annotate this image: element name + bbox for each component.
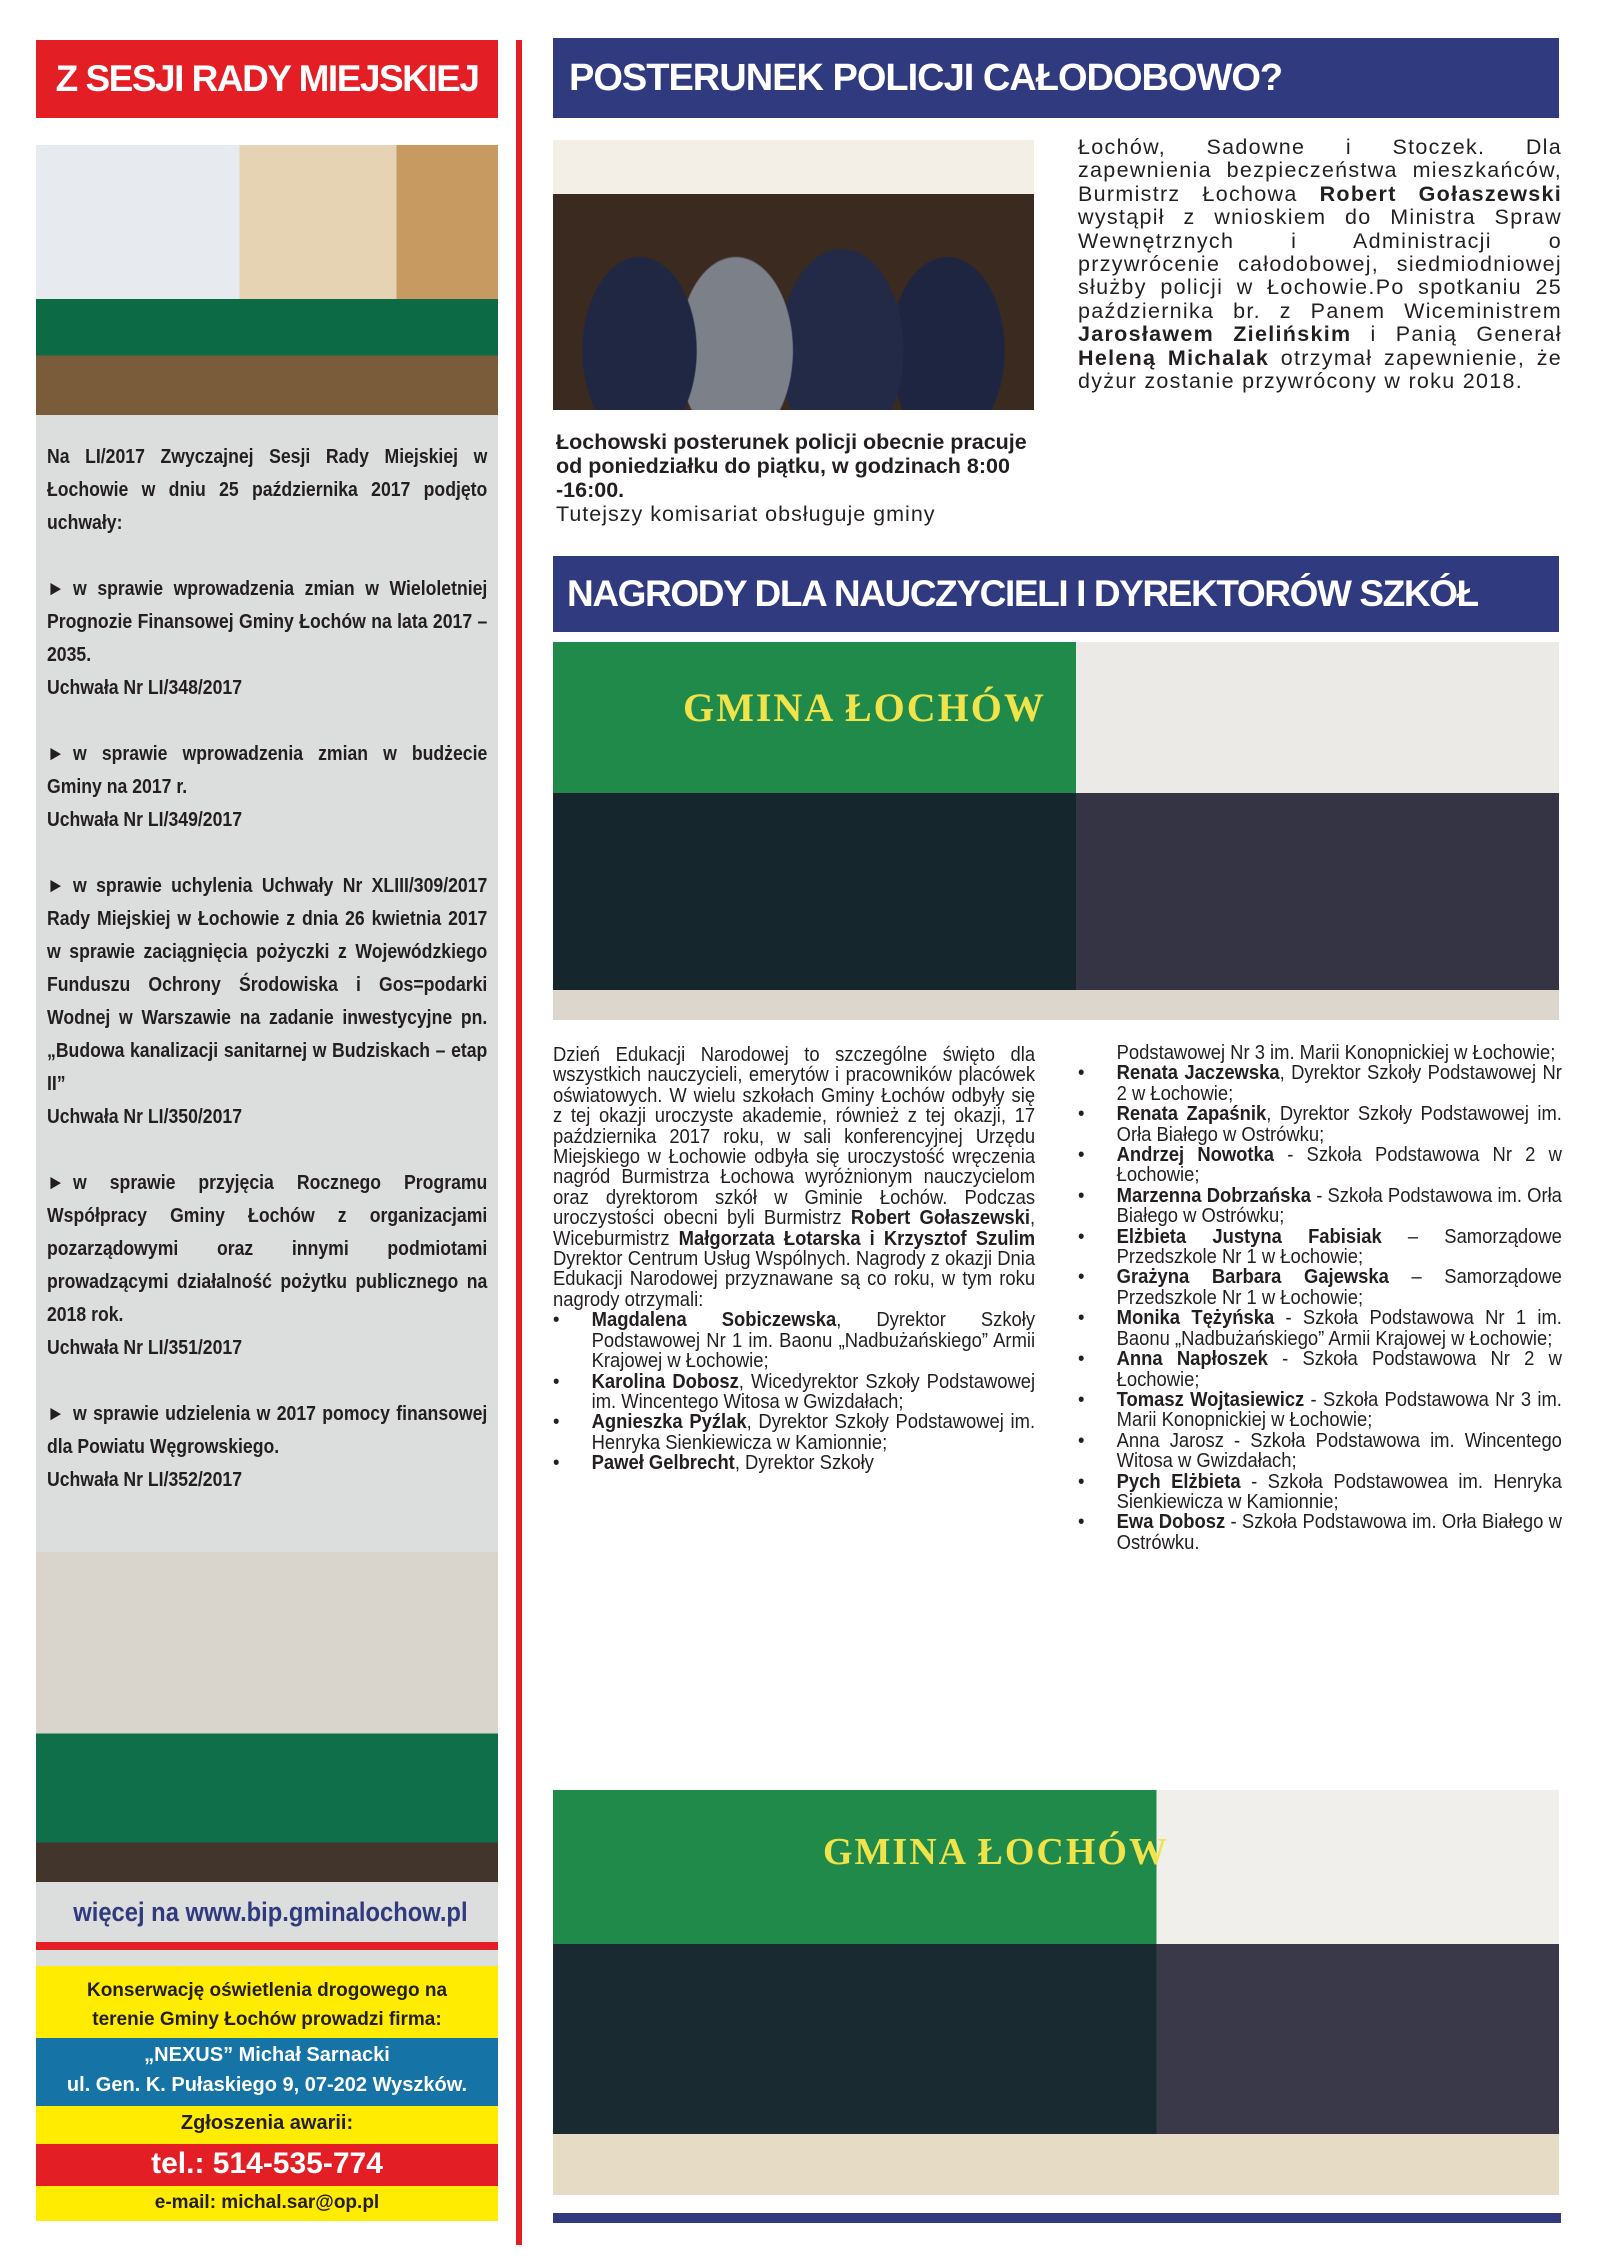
- bullet-icon: •: [1078, 1062, 1085, 1085]
- body-text: Dzień Edukacji Narodowej to szczególne święto dla wszystkich nauczycieli, emerytów i pracowników placówek oświatowych. W wielu szkołach Gminy Łochów odbyły się z tej okazji uroczyste akademie, również z tej okazji, 17 października 2017 roku, w sali konferencyjnej Urzędu Miejskiego w Łochowie odbyła się uroczystość wręczenia nagród Burmistrza Łochowa wyróżnionym nauczycielom oraz dyrektorom szkół w Gminie Łochów. Podczas uroczystości obecni byli Burmistrz: [553, 1044, 1036, 1230]
- awards-intro: [553, 1045, 1035, 1310]
- awardee-item: [1078, 1267, 1562, 1308]
- awardee-desc: - Szkoła Podstawowea im. Henryka Sienkiewicza w Kamionnie;: [1116, 1470, 1562, 1513]
- body-text: , Wiceburmistrz: [553, 1207, 1036, 1250]
- awardee-desc: - Szkoła Podstawowa Nr 2 w Łochowie;: [1116, 1144, 1562, 1187]
- awardee-item: [553, 1412, 1035, 1453]
- awardee-name: Andrzej Nowotka: [1116, 1144, 1275, 1167]
- resolution-number: Uchwała Nr LI/351/2017: [47, 1336, 243, 1359]
- awardee-name: Elżbieta Justyna Fabisiak: [1116, 1225, 1382, 1248]
- bullet-icon: •: [1078, 1429, 1085, 1452]
- resolution-item: [47, 572, 487, 704]
- bullet-icon: •: [1078, 1470, 1085, 1493]
- awardee-continuation: Podstawowej Nr 3 im. Marii Konopnickiej w Łochowie;: [1116, 1042, 1556, 1064]
- police-caption-bold: Łochowski posterunek policji obecnie pracuje od poniedziałku do piątku, w godzinach 8:00 -16:00.: [556, 430, 1027, 502]
- resolution-number: Uchwała Nr LI/349/2017: [47, 808, 243, 831]
- body-text: wystąpił z wnioskiem do Ministra Spraw Wewnętrznych i Administracji o przywrócenie całodobowej, siedmiodniowej służby policji w Łochowie.Po spotkaniu 25 października br. z Panem Wiceministrem: [1078, 205, 1562, 323]
- awards-column-2: [1078, 1043, 1562, 1553]
- gmina-sign: GMINA ŁOCHÓW: [823, 1831, 1169, 1873]
- bullet-icon: •: [1078, 1511, 1085, 1534]
- ad-email[interactable]: e-mail: michal.sar@op.pl: [154, 2192, 380, 2213]
- resolution-text: w sprawie przyjęcia Rocznego Programu Współpracy Gminy Łochów z organizacjami pozarządowymi oraz innymi podmiotami prowadzącymi działalność pożytku publicznego na 2018 rok.: [47, 1171, 488, 1326]
- ad-company: „NEXUS” Michał Sarnacki: [144, 2044, 390, 2066]
- awardee-desc: - Szkoła Podstawowa Nr 1 im. Baonu „Nadbużańskiego” Armii Krajowej w Łochowie;: [1116, 1307, 1562, 1350]
- police-caption: [556, 430, 1036, 526]
- awardee-item: [1078, 1390, 1562, 1431]
- awardee-name: Magdalena Sobiczewska: [591, 1309, 837, 1332]
- resolution-number: Uchwała Nr LI/352/2017: [47, 1468, 243, 1491]
- awardee-name: Renata Zapaśnik: [1116, 1103, 1267, 1126]
- bullet-icon: •: [1078, 1307, 1085, 1330]
- person-name: Robert Gołaszewski: [850, 1207, 1030, 1230]
- bullet-icon: •: [1078, 1225, 1085, 1248]
- awards-column-1: [553, 1045, 1035, 1474]
- awardee-name: Monika Tężyńska: [1116, 1307, 1275, 1330]
- awardee-item: [1078, 1349, 1562, 1390]
- ad-report-label: Zgłoszenia awarii:: [180, 2112, 354, 2134]
- section-header-police: POSTERUNEK POLICJI CAŁODOBOWO?: [553, 38, 1559, 118]
- awardee-name: Karolina Dobosz: [591, 1370, 739, 1393]
- awardee-item: [1078, 1227, 1562, 1268]
- awardee-item: [1078, 1512, 1562, 1553]
- awardee-item: [1078, 1431, 1562, 1472]
- panel-bottom-rule: [36, 1942, 498, 1950]
- awardee-desc: , Wicedyrektor Szkoły Podstawowej im. Wincentego Witosa w Gwizdałach;: [591, 1370, 1036, 1413]
- resolutions-intro: Na LI/2017 Zwyczajnej Sesji Rady Miejskiej w Łochowie w dniu 25 października 2017 podjęto uchwały:: [47, 445, 488, 534]
- bullet-icon: •: [1078, 1266, 1085, 1289]
- resolution-number: Uchwała Nr LI/348/2017: [47, 676, 243, 699]
- awardees-list-1: [553, 1310, 1035, 1473]
- police-meeting-photo: [553, 140, 1034, 410]
- ad-address: ul. Gen. K. Pułaskiego 9, 07-202 Wyszków.: [66, 2074, 468, 2096]
- resolutions-list: [47, 572, 487, 1496]
- resolution-item: [47, 1166, 487, 1364]
- body-text: Dyrektor Centrum Usług Wspólnych. Nagrody z okazji Dnia Edukacji Narodowej przyznawane są co roku, w tym roku nagrody otrzymali:: [553, 1248, 1036, 1311]
- ad-phone[interactable]: tel.: 514-535-774: [151, 2147, 383, 2180]
- arrow-icon: ►: [47, 1402, 65, 1425]
- session-photo-top: [36, 145, 498, 415]
- awardee-item: [1078, 1308, 1562, 1349]
- body-text: otrzymał zapewnienie, że dyżur zostanie przywrócony w roku 2018.: [1078, 345, 1563, 394]
- awards-group-photo-top: [553, 642, 1559, 1020]
- bullet-icon: •: [1078, 1348, 1085, 1371]
- police-article-body: [1078, 136, 1562, 393]
- awards-group-photo-bottom: [553, 1790, 1559, 2195]
- awardee-desc: - Szkoła Podstawowa Nr 2 w Łochowie;: [1116, 1348, 1562, 1391]
- person-name: Heleną Michalak: [1078, 345, 1270, 370]
- awardee-name: Pych Elżbieta: [1116, 1470, 1241, 1493]
- resolution-text: w sprawie udzielenia w 2017 pomocy finansowej dla Powiatu Węgrowskiego.: [47, 1402, 488, 1458]
- arrow-icon: ►: [47, 874, 65, 897]
- awardees-list-2: [1078, 1043, 1562, 1553]
- awardee-name: Renata Jaczewska: [1116, 1062, 1280, 1085]
- person-name: Małgorzata Łotarska i Krzysztof Szulim: [678, 1227, 1036, 1250]
- awardee-item: [553, 1372, 1035, 1413]
- resolution-item: [47, 737, 487, 836]
- bullet-icon: •: [553, 1309, 560, 1332]
- body-text: Łochów, Sadowne i Stoczek. Dla zapewnienia bezpieczeństwa mieszkańców, Burmistrz Łochowa: [1078, 135, 1562, 206]
- resolution-item: [47, 1397, 487, 1496]
- bullet-icon: •: [1078, 1103, 1085, 1126]
- more-info-link[interactable]: więcej na www.bip.gminalochow.pl: [73, 1897, 468, 1927]
- gmina-sign: GMINA ŁOCHÓW: [683, 685, 1046, 730]
- street-lighting-ad: [36, 1966, 498, 2221]
- awardee-desc: - Szkoła Podstawowa Nr 3 im. Marii Konopnickiej w Łochowie;: [1116, 1388, 1562, 1432]
- arrow-icon: ►: [47, 1171, 65, 1194]
- resolutions-text: [47, 440, 487, 1529]
- resolution-text: w sprawie uchylenia Uchwały Nr XLIII/309/2017 Rady Miejskiej w Łochowie z dnia 26 kwietnia 2017 w sprawie zaciągnięcia pożyczki z Wojewódzkiego Funduszu Ochrony Środowiska i Gos=podarki Wodnej w Warszawie na zadanie inwestycyjne pn. „Budowa kanalizacji sanitarnej w Budziskach – etap II”: [47, 874, 488, 1095]
- resolution-text: w sprawie wprowadzenia zmian w budżecie Gminy na 2017 r.: [47, 742, 488, 798]
- awardee-desc: - Szkoła Podstawowa im. Orła Białego w Ostrówku;: [1116, 1184, 1562, 1228]
- awardee-desc: - Szkoła Podstawowa im. Orła Białego w Ostrówku.: [1116, 1511, 1562, 1554]
- resolution-text: w sprawie wprowadzenia zmian w Wieloletniej Prognozie Finansowej Gminy Łochów na lata 2017 – 2035.: [47, 577, 488, 666]
- awardee-name: Ewa Dobosz: [1116, 1511, 1226, 1534]
- bullet-icon: •: [1078, 1144, 1085, 1167]
- column-divider: [516, 40, 522, 2245]
- awardee-name: Tomasz Wojtasiewicz: [1116, 1388, 1305, 1411]
- person-name: Jarosławem Zielińskim: [1078, 322, 1352, 347]
- awardee-item: [1078, 1063, 1562, 1104]
- section-header-session: Z SESJI RADY MIEJSKIEJ: [36, 40, 498, 118]
- awardee-desc: – Samorządowe Przedszkole Nr 1 w Łochowie;: [1116, 1225, 1562, 1269]
- awardee-name: Marzenna Dobrzańska: [1116, 1184, 1312, 1207]
- awardee-desc: Anna Jarosz - Szkoła Podstawowa im. Wincentego Witosa w Gwizdałach;: [1116, 1429, 1562, 1473]
- awardee-name: Anna Napłoszek: [1116, 1348, 1268, 1371]
- awardee-desc: , Dyrektor Szkoły Podstawowej im. Orła Białego w Ostrówku;: [1116, 1103, 1562, 1146]
- awardee-item: [553, 1310, 1035, 1371]
- section-header-awards: NAGRODY DLA NAUCZYCIELI I DYREKTORÓW SZKÓŁ: [553, 556, 1559, 632]
- awardee-item: [1078, 1145, 1562, 1186]
- awardee-item: [553, 1453, 1035, 1473]
- bullet-icon: •: [553, 1452, 560, 1475]
- awardee-item: [1078, 1104, 1562, 1145]
- arrow-icon: ►: [47, 742, 65, 765]
- arrow-icon: ►: [47, 577, 65, 600]
- bullet-icon: •: [1078, 1388, 1085, 1411]
- resolution-item: [47, 869, 487, 1133]
- awardee-item: [1078, 1186, 1562, 1227]
- bullet-icon: •: [553, 1370, 560, 1393]
- awardee-desc: , Dyrektor Szkoły Podstawowej im. Henryka Sienkiewicza w Kamionnie;: [591, 1411, 1036, 1454]
- ad-line-2: terenie Gminy Łochów prowadzi firma:: [92, 2009, 442, 2030]
- police-caption-regular: Tutejszy komisariat obsługuje gminy: [556, 502, 936, 526]
- session-photo-bottom: [36, 1552, 498, 1882]
- awardee-name: Paweł Gelbrecht: [591, 1452, 735, 1475]
- awardee-desc: , Dyrektor Szkoły Podstawowej Nr 1 im. Baonu „Nadbużańskiego” Armii Krajowej w Łochowie;: [591, 1309, 1036, 1373]
- body-text: i Panią Generał: [1351, 322, 1562, 347]
- awardee-item: [1078, 1472, 1562, 1513]
- page-bottom-bar: [553, 2213, 1561, 2223]
- awardee-desc: , Dyrektor Szkoły: [734, 1452, 874, 1475]
- resolution-number: Uchwała Nr LI/350/2017: [47, 1105, 243, 1128]
- ad-line-1: Konserwację oświetlenia drogowego na: [86, 1980, 448, 2001]
- awardee-name: Agnieszka Pyźlak: [591, 1411, 747, 1434]
- awardee-desc: – Samorządowe Przedszkole Nr 1 w Łochowie;: [1116, 1266, 1562, 1309]
- bullet-icon: •: [1078, 1184, 1085, 1207]
- person-name: Robert Gołaszewski: [1319, 181, 1563, 206]
- awardee-desc: , Dyrektor Szkoły Podstawowej Nr 2 w Łochowie;: [1116, 1062, 1562, 1105]
- awardee-name: Grażyna Barbara Gajewska: [1116, 1266, 1389, 1289]
- bullet-icon: •: [553, 1411, 560, 1434]
